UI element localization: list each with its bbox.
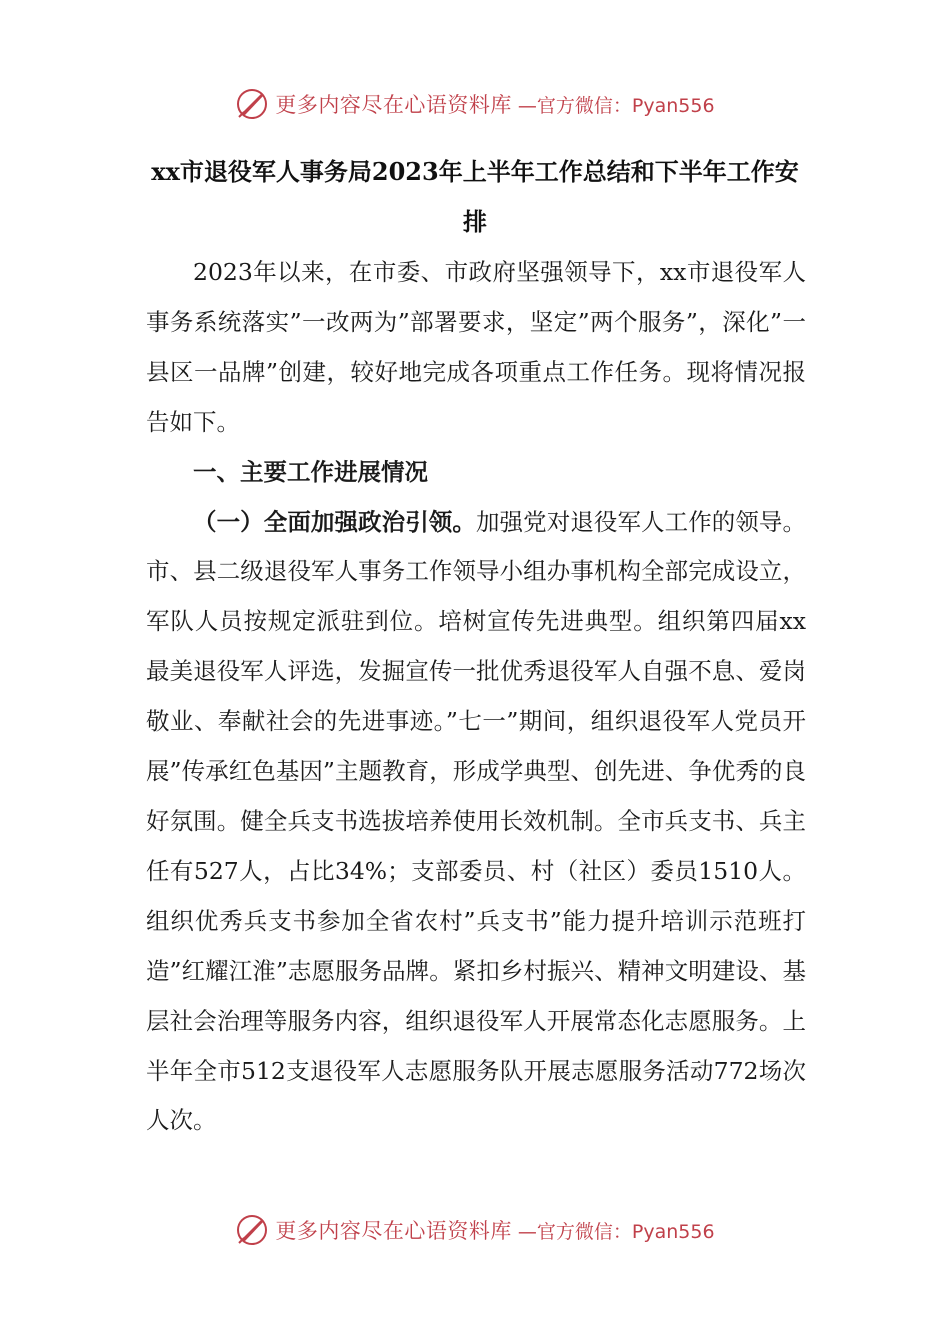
subsection-lead: （一）全面加强政治引领。 <box>193 507 476 536</box>
section-heading: 一、主要工作进展情况 <box>193 457 428 486</box>
document-body <box>146 248 806 1146</box>
watermark-banner-top <box>0 82 950 126</box>
quill-pen-logo-icon <box>235 1213 269 1247</box>
watermark-slogan: 更多内容尽在心语资料库 <box>275 1219 512 1243</box>
document-title: xx市退役军人事务局2023年上半年工作总结和下半年工作安排 <box>151 157 799 236</box>
watermark-slogan: 更多内容尽在心语资料库 <box>275 93 512 117</box>
watermark-banner-bottom <box>0 1208 950 1252</box>
watermark-contact: —官方微信：Pyan556 <box>517 1220 715 1243</box>
subsection-body: 加强党对退役军人工作的领导。市、县二级退役军人事务工作领导小组办事机构全部完成设立，军队人员按规定派驻到位。培树宣传先进典型。组织第四届xx最美退役军人评选，发掘宣传一批优秀退役军人自强不息、爱岗敬业、奉献社会的先进事迹。”七一”期间，组织退役军人党员开展”传承红色基因”主题教育，形成学典型、创先进、争优秀的良好氛围。健全兵支书选拔培养使用长效机制。全市兵支书、兵主任有527人，占比34%；支部委员、村（社区）委员1510人。组织优秀兵支书参加全省农村”兵支书”能力提升培训示范班打造”红耀江淮”志愿服务品牌。紧扣乡村振兴、精神文明建设、基层社会治理等服务内容，组织退役军人开展常态化志愿服务。上半年全市512支退役军人志愿服务队开展志愿服务活动772场次人次。 <box>146 507 807 1135</box>
quill-pen-logo-icon <box>235 87 269 121</box>
subsection-paragraph <box>146 498 806 1147</box>
watermark-contact: —官方微信：Pyan556 <box>517 94 715 117</box>
intro-paragraph: 2023年以来，在市委、市政府坚强领导下，xx市退役军人事务系统落实”一改两为”部署要求，坚定”两个服务”，深化”一县区一品牌”创建，较好地完成各项重点工作任务。现将情况报告如下。 <box>146 258 806 436</box>
